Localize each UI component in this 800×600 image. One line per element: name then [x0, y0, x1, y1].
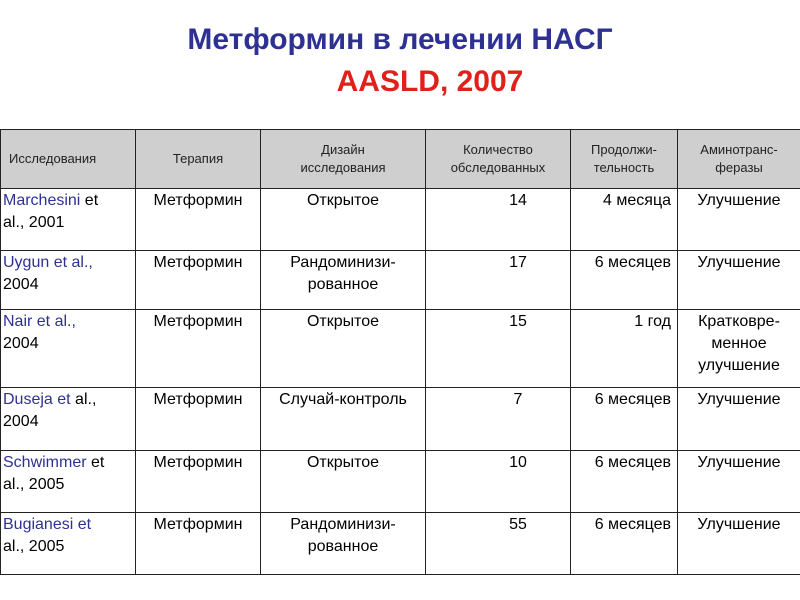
header-therapy: Терапия [136, 130, 261, 189]
page-title: Метформин в лечении НАСГ [187, 23, 613, 56]
study-author: Uygun et al., [3, 254, 93, 271]
cell-study [1, 451, 136, 513]
study-author: Duseja et [3, 391, 71, 408]
header-aminotransferases: Аминотранс- феразы [678, 130, 800, 189]
table-row [1, 513, 800, 575]
cell-count: 10 [426, 451, 571, 513]
study-author: Schwimmer [3, 454, 87, 471]
study-author: Bugianesi et [3, 516, 92, 533]
cell-therapy: Метформин [136, 451, 261, 513]
cell-therapy: Метформин [136, 251, 261, 310]
study-ref: et [86, 454, 105, 471]
cell-aminotransferases: Улучшение [678, 251, 800, 310]
header-duration: Продолжи- тельность [571, 130, 678, 189]
cell-study [1, 388, 136, 451]
cell-design: Открытое [261, 451, 426, 513]
studies-table [0, 129, 800, 575]
cell-duration: 1 год [571, 310, 678, 388]
table-row [1, 251, 800, 310]
study-year: 2004 [3, 276, 39, 293]
study-year: al., 2005 [3, 538, 65, 555]
study-year: al., 2005 [3, 476, 65, 493]
cell-design: Рандоминизи- рованное [261, 513, 426, 575]
cell-aminotransferases: Улучшение [678, 513, 800, 575]
cell-duration: 6 месяцев [571, 513, 678, 575]
table-row [1, 189, 800, 251]
cell-count: 15 [426, 310, 571, 388]
study-year: 2004 [3, 413, 39, 430]
header-study: Исследования [1, 130, 136, 189]
table-row [1, 388, 800, 451]
cell-duration: 6 месяцев [571, 451, 678, 513]
cell-design: Рандоминизи- рованное [261, 251, 426, 310]
table-row [1, 310, 800, 388]
cell-design: Случай-контроль [261, 388, 426, 451]
study-year: al., 2001 [3, 214, 65, 231]
cell-design: Открытое [261, 310, 426, 388]
cell-aminotransferases: Улучшение [678, 189, 800, 251]
header-count: Количество обследованных [426, 130, 571, 189]
cell-aminotransferases: Улучшение [678, 451, 800, 513]
cell-count: 14 [426, 189, 571, 251]
cell-design: Открытое [261, 189, 426, 251]
study-ref: al., [70, 391, 97, 408]
study-ref: et [80, 192, 99, 209]
cell-study [1, 513, 136, 575]
cell-duration: 6 месяцев [571, 251, 678, 310]
cell-count: 55 [426, 513, 571, 575]
cell-study [1, 251, 136, 310]
cell-therapy: Метформин [136, 310, 261, 388]
header-design: Дизайн исследования [261, 130, 426, 189]
cell-study [1, 189, 136, 251]
study-year: 2004 [3, 335, 39, 352]
study-author: Nair et al., [3, 313, 76, 330]
table-header-row [1, 130, 800, 189]
page-subtitle: AASLD, 2007 [336, 65, 524, 98]
cell-therapy: Метформин [136, 388, 261, 451]
cell-aminotransferases: Кратковре- менное улучшение [678, 310, 800, 388]
cell-count: 17 [426, 251, 571, 310]
cell-therapy: Метформин [136, 189, 261, 251]
cell-duration: 6 месяцев [571, 388, 678, 451]
cell-therapy: Метформин [136, 513, 261, 575]
table-row [1, 451, 800, 513]
cell-duration: 4 месяца [571, 189, 678, 251]
cell-count: 7 [426, 388, 571, 451]
cell-study [1, 310, 136, 388]
cell-aminotransferases: Улучшение [678, 388, 800, 451]
study-author: Marchesini [3, 192, 81, 209]
